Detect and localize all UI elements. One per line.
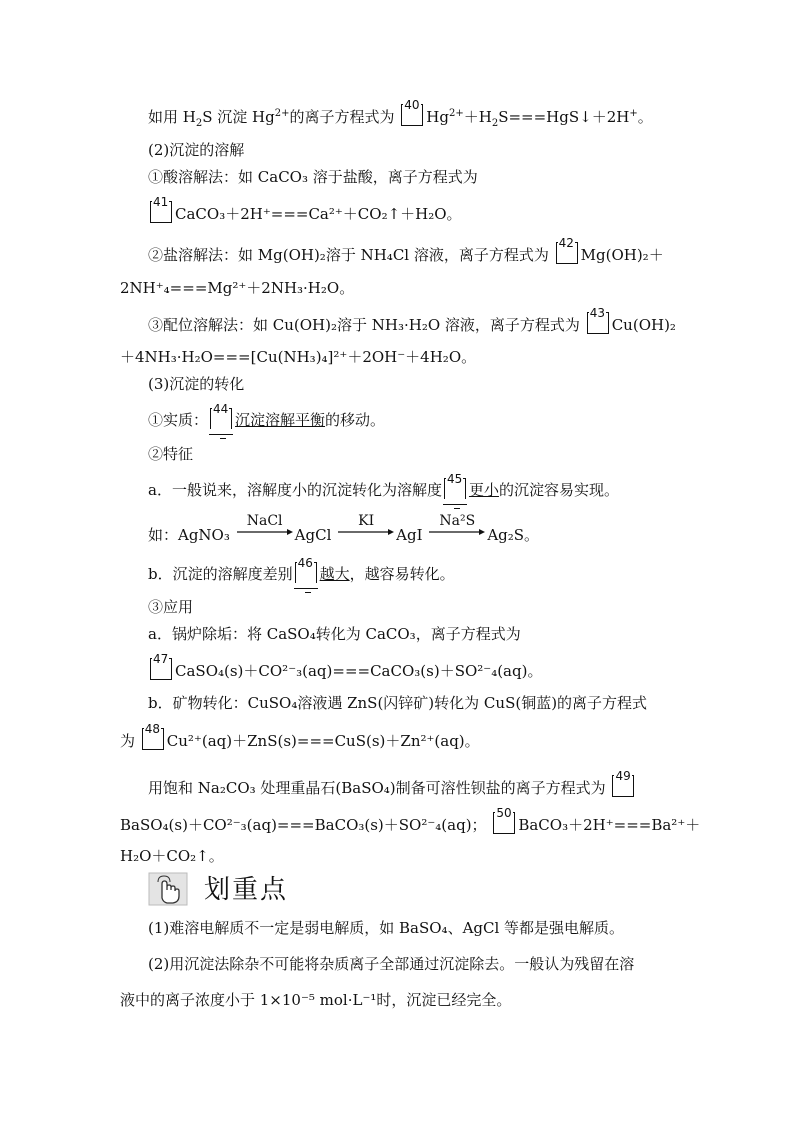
text-line bbox=[148, 236, 664, 266]
answer-box-48 bbox=[142, 722, 164, 750]
equation-line: 2NH⁺₄===Mg²⁺＋2NH₃·H₂O。 bbox=[120, 279, 355, 297]
text-line: ①酸溶解法：如 CaCO₃ 溶于盐酸，离子方程式为 bbox=[148, 168, 478, 186]
equation-line: ＋4NH₃·H₂O===[Cu(NH₃)₄]²⁺＋2OH⁻＋4H₂O。 bbox=[120, 348, 477, 366]
text: 的离子方程式为 bbox=[289, 108, 395, 126]
text: S===HgS↓＋2H bbox=[498, 108, 630, 126]
equation-line bbox=[148, 652, 543, 682]
equation: CaCO₃＋2H⁺===Ca²⁺＋CO₂↑＋H₂O。 bbox=[175, 205, 462, 223]
answer-text: 更小 bbox=[468, 481, 499, 499]
text: ②盐溶解法：如 Mg(OH)₂溶于 NH₄Cl 溶液，离子方程式为 bbox=[148, 246, 549, 264]
text-line bbox=[148, 472, 619, 501]
text: 的沉淀容易实现。 bbox=[498, 481, 619, 499]
equation-line bbox=[120, 722, 480, 752]
box-number: 47 bbox=[153, 652, 169, 666]
answer-box-40 bbox=[401, 98, 423, 126]
answer-box-47 bbox=[150, 652, 172, 680]
box-number: 48 bbox=[144, 722, 161, 736]
note-line: (1)难溶电解质不一定是弱电解质，如 BaSO₄、AgCl 等都是强电解质。 bbox=[148, 919, 625, 937]
answer-box-42 bbox=[556, 236, 578, 264]
text: Ag₂S。 bbox=[487, 526, 540, 544]
equation: BaCO₃＋2H⁺===Ba²⁺＋ bbox=[518, 816, 701, 834]
equation-line bbox=[148, 195, 462, 225]
text-line: a．锅炉除垢：将 CaSO₄转化为 CaCO₃，离子方程式为 bbox=[148, 625, 521, 643]
box-number: 50 bbox=[496, 806, 512, 820]
text: AgI bbox=[396, 526, 423, 544]
text-line bbox=[148, 402, 386, 431]
pointing-hand-icon bbox=[148, 872, 188, 906]
answer-box-44 bbox=[210, 402, 232, 429]
note-line: (2)用沉淀法除杂不可能将杂质离子全部通过沉淀除去。一般认为残留在溶 bbox=[148, 955, 635, 973]
text: 为 bbox=[120, 732, 136, 750]
answer-box-46 bbox=[295, 556, 317, 583]
text: a．一般说来，溶解度小的沉淀转化为溶解度 bbox=[148, 481, 442, 499]
box-number: 45 bbox=[446, 472, 463, 486]
arrow-icon bbox=[338, 528, 394, 536]
key-points-banner bbox=[148, 872, 289, 908]
reaction-arrow bbox=[237, 513, 293, 542]
arrow-label: Na²S bbox=[439, 513, 476, 529]
text-line: ③应用 bbox=[148, 598, 194, 616]
text: 如：AgNO₃ bbox=[148, 526, 230, 544]
reaction-arrow bbox=[429, 513, 485, 542]
box-number: 43 bbox=[589, 306, 605, 320]
text: S 沉淀 Hg bbox=[202, 108, 275, 126]
answer-box-50 bbox=[493, 806, 515, 834]
text: Hg bbox=[426, 108, 449, 126]
text-line: 如用 $H_2S$ 沉淀 $Hg^{2+}$的离子方程式为 40 $Hg^{2+}+H_2S===HgS↓+2H^+$。 bbox=[148, 98, 653, 129]
answer-text: 沉淀溶解平衡 bbox=[235, 411, 326, 429]
box-number: 42 bbox=[558, 236, 574, 250]
reaction-chain bbox=[148, 513, 540, 546]
box-number: 49 bbox=[615, 769, 631, 783]
reaction-arrow bbox=[338, 513, 394, 542]
answer-box-43 bbox=[587, 306, 609, 334]
text-line bbox=[148, 306, 676, 336]
section-heading: (2)沉淀的溶解 bbox=[148, 141, 245, 159]
arrow-icon bbox=[429, 528, 485, 536]
text-line bbox=[148, 769, 637, 799]
text-line bbox=[148, 556, 455, 585]
text: 。 bbox=[637, 108, 653, 126]
answer-box-45 bbox=[444, 472, 466, 499]
equation-line bbox=[120, 806, 701, 836]
banner-title: 划重点 bbox=[204, 875, 289, 905]
equation: Mg(OH)₂＋ bbox=[580, 246, 664, 264]
text: 用饱和 Na₂CO₃ 处理重晶石(BaSO₄)制备可溶性钡盐的离子方程式为 bbox=[148, 779, 606, 797]
equation: Cu²⁺(aq)＋ZnS(s)===CuS(s)＋Zn²⁺(aq)。 bbox=[166, 732, 480, 750]
equation: Cu(OH)₂ bbox=[611, 316, 676, 334]
text: ，越容易转化。 bbox=[349, 565, 455, 583]
arrow-label: NaCl bbox=[246, 513, 283, 529]
equation: CaSO₄(s)＋CO²⁻₃(aq)===CaCO₃(s)＋SO²⁻₄(aq)。 bbox=[175, 662, 543, 680]
note-line: 液中的离子浓度小于 1×10⁻⁵ mol·L⁻¹时，沉淀已经完全。 bbox=[120, 991, 512, 1009]
equation-line: H₂O＋CO₂↑。 bbox=[120, 847, 224, 865]
text: 如用 H bbox=[148, 108, 196, 126]
text: ＋H bbox=[463, 108, 492, 126]
text-line: b．矿物转化：CuSO₄溶液遇 ZnS(闪锌矿)转化为 CuS(铜蓝)的离子方程式 bbox=[148, 694, 648, 712]
answer-text: 越大 bbox=[319, 565, 350, 583]
text: AgCl bbox=[294, 526, 332, 544]
text: ①实质： bbox=[148, 411, 209, 429]
answer-box-41 bbox=[150, 195, 172, 223]
box-number: 44 bbox=[213, 402, 229, 416]
section-heading: (3)沉淀的转化 bbox=[148, 375, 245, 393]
text-line: ②特征 bbox=[148, 445, 194, 463]
text: ③配位溶解法：如 Cu(OH)₂溶于 NH₃·H₂O 溶液，离子方程式为 bbox=[148, 316, 580, 334]
arrow-label: KI bbox=[358, 513, 375, 529]
text: b．沉淀的溶解度差别 bbox=[148, 565, 293, 583]
box-number: 41 bbox=[153, 195, 169, 209]
text: 的移动。 bbox=[325, 411, 386, 429]
answer-box-49 bbox=[612, 769, 634, 797]
box-number: 46 bbox=[297, 556, 313, 570]
box-number: 40 bbox=[404, 98, 420, 112]
arrow-icon bbox=[237, 528, 293, 536]
equation: BaSO₄(s)＋CO²⁻₃(aq)===BaCO₃(s)＋SO²⁻₄(aq)； bbox=[120, 816, 487, 834]
